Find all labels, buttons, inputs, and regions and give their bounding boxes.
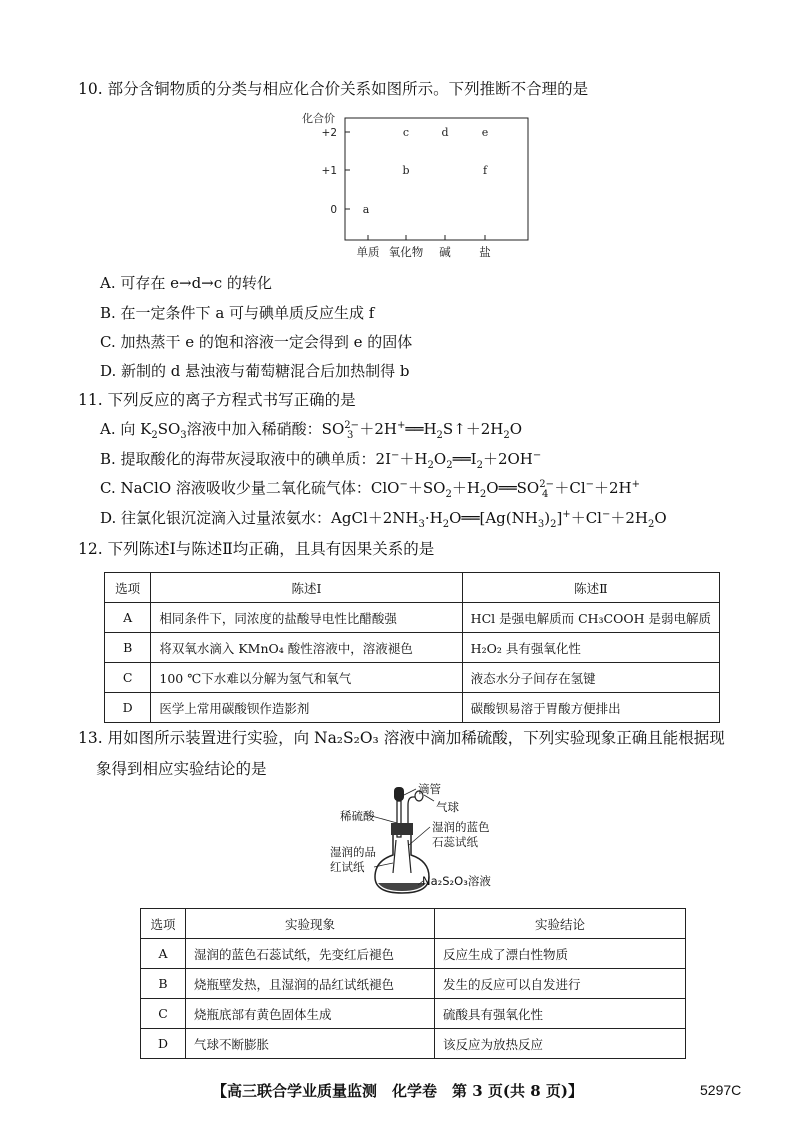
option-cell: D [141, 1029, 186, 1059]
label-dropper: 滴管 [418, 782, 441, 796]
q11-option-a: A. 向 $K_2SO_3$溶液中加入稀硝酸：$SO^{2-}_3$ $+2H^+══H_2S↑+2H_2O$ [100, 420, 523, 441]
table-row [141, 999, 686, 1029]
conclusion-cell: 反应生成了漂白性物质 [435, 939, 686, 969]
x-tick-label: 盐 [479, 245, 491, 259]
x-tick-label: 单质 [356, 245, 380, 259]
q13-stem-line2: 象得到相应实验结论的是 [96, 760, 267, 778]
q10-option-a: A. 可存在 e→d→c 的转化 [100, 274, 272, 292]
phenomenon-cell: 烧瓶壁发热，且湿润的品红试纸褪色 [186, 969, 435, 999]
data-point-a: a [362, 203, 370, 216]
x-tick-label: 氧化物 [388, 245, 424, 259]
option-cell: B [105, 633, 151, 663]
q12-table [104, 572, 720, 723]
q10-option-b: B. 在一定条件下 a 可与碘单质反应生成 f [100, 304, 375, 322]
q11-option-d: D. 往氯化银沉淀滴入过量浓氨水：$AgCl+2NH_3\cdot H_2O══[Ag(NH_3)_2]^++Cl^-+2H_2O$ [100, 509, 667, 530]
dropper-bulb [394, 787, 404, 801]
label-acid: 稀硫酸 [340, 809, 375, 823]
header-statement-1: 陈述Ⅰ [151, 573, 462, 603]
header-conclusion: 实验结论 [435, 909, 686, 939]
q11-stem: 11. 下列反应的离子方程式书写正确的是 [78, 391, 356, 409]
phenomenon-cell: 烧瓶底部有黄色固体生成 [186, 999, 435, 1029]
option-cell: A [105, 603, 151, 633]
y-tick-label: +1 [321, 165, 337, 177]
option-cell: C [105, 663, 151, 693]
table-header [105, 573, 720, 603]
phenomenon-cell: 湿润的蓝色石蕊试纸，先变红后褪色 [186, 939, 435, 969]
conclusion-cell: 该反应为放热反应 [435, 1029, 686, 1059]
y-axis-label: 化合价 [302, 112, 335, 125]
x-tick-label: 碱 [439, 245, 451, 259]
label-blue-paper-1: 湿润的蓝色 [432, 820, 490, 834]
statement-1-cell: 医学上常用碳酸钡作造影剂 [151, 693, 462, 723]
conclusion-cell: 发生的反应可以自发进行 [435, 969, 686, 999]
q10-stem: 10. 部分含铜物质的分类与相应化合价关系如图所示。下列推断不合理的是 [78, 80, 589, 98]
statement-2-cell: H₂O₂ 具有强氧化性 [462, 633, 719, 663]
option-cell: A [141, 939, 186, 969]
conclusion-cell: 硫酸具有强氧化性 [435, 999, 686, 1029]
flask-stopper [391, 823, 413, 835]
table-row [105, 693, 720, 723]
paper-code: 5297C [700, 1082, 742, 1098]
label-red-paper-2: 红试纸 [330, 860, 365, 874]
table-row [105, 603, 720, 633]
table-row [105, 663, 720, 693]
statement-2-cell: HCl 是强电解质而 CH₃COOH 是弱电解质 [462, 603, 719, 633]
table-row [141, 1029, 686, 1059]
statement-1-cell: 相同条件下，同浓度的盐酸导电性比醋酸强 [151, 603, 462, 633]
data-point-b: b [402, 164, 410, 177]
data-point-c: c [402, 126, 410, 139]
label-balloon: 气球 [436, 800, 459, 814]
label-solution: Na₂S₂O₃溶液 [422, 874, 491, 888]
data-point-d: d [441, 126, 449, 139]
chart-frame [345, 118, 528, 240]
statement-2-cell: 液态水分子间存在氢键 [462, 663, 719, 693]
q10-option-c: C. 加热蒸干 e 的饱和溶液一定会得到 e 的固体 [100, 333, 413, 351]
y-tick-label: +2 [321, 127, 337, 139]
y-tick-label: 0 [330, 204, 337, 216]
page-footer: 【高三联合学业质量监测 化学卷 第 3 页(共 8 页)】 [212, 1082, 583, 1100]
table-row [141, 939, 686, 969]
balloon-tube [408, 797, 417, 823]
q13-stem-line1: 13. 用如图所示装置进行实验，向 Na₂S₂O₃ 溶液中滴加稀硫酸，下列实验现象正确且能根据现 [78, 729, 725, 747]
q10-option-d: D. 新制的 d 悬浊液与葡萄糖混合后加热制得 b [100, 362, 410, 380]
valence-chart [290, 110, 540, 270]
header-option: 选项 [141, 909, 186, 939]
header-statement-2: 陈述Ⅱ [462, 573, 719, 603]
label-red-paper-1: 湿润的品 [330, 845, 376, 859]
q11-option-c: C. NaClO 溶液吸收少量二氧化硫气体：$ClO^-+SO_2+H_2O══SO^{2-}_4 +Cl^-+2H^+$ [100, 479, 641, 500]
phenomenon-cell: 气球不断膨胀 [186, 1029, 435, 1059]
header-option: 选项 [105, 573, 151, 603]
statement-2-cell: 碳酸钡易溶于胃酸方便排出 [462, 693, 719, 723]
q13-table [140, 908, 686, 1059]
table-row [141, 969, 686, 999]
option-cell: B [141, 969, 186, 999]
label-blue-paper-2: 石蕊试纸 [432, 835, 478, 849]
statement-1-cell: 100 ℃下水难以分解为氢气和氧气 [151, 663, 462, 693]
table-header [141, 909, 686, 939]
statement-1-cell: 将双氧水滴入 KMnO₄ 酸性溶液中，溶液褪色 [151, 633, 462, 663]
table-row [105, 633, 720, 663]
q12-stem: 12. 下列陈述Ⅰ与陈述Ⅱ均正确，且具有因果关系的是 [78, 540, 435, 558]
q11-option-b: B. 提取酸化的海带灰浸取液中的碘单质：$2I^-+H_2O_2══I_2+2OH^-$ [100, 450, 542, 471]
data-point-e: e [481, 126, 489, 139]
option-cell: C [141, 999, 186, 1029]
header-phenomenon: 实验现象 [186, 909, 435, 939]
option-cell: D [105, 693, 151, 723]
data-point-f: f [482, 164, 488, 177]
